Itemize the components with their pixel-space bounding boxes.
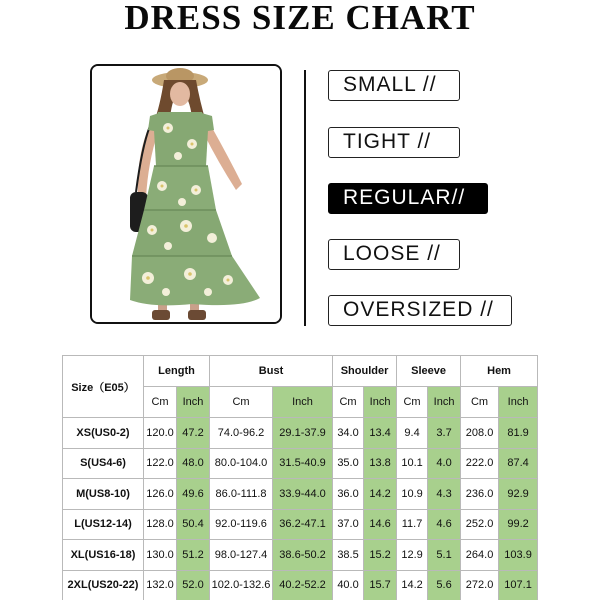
fit-option-loose[interactable]: LOOSE // xyxy=(328,239,460,270)
inch-value: 52.0 xyxy=(177,570,210,600)
vertical-divider xyxy=(304,70,306,326)
cm-value: 34.0 xyxy=(333,418,364,449)
cm-value: 128.0 xyxy=(144,509,177,540)
unit-inch: Inch xyxy=(177,387,210,418)
table-header-row xyxy=(63,356,538,387)
inch-value: 92.9 xyxy=(499,479,538,510)
fit-option-regular[interactable]: REGULAR// xyxy=(328,183,488,214)
bust-header: Bust xyxy=(210,356,333,387)
inch-value: 50.4 xyxy=(177,509,210,540)
page-title: DRESS SIZE CHART xyxy=(124,0,476,37)
table-row xyxy=(63,479,538,510)
cm-value: 10.9 xyxy=(397,479,428,510)
inch-value: 15.7 xyxy=(364,570,397,600)
table-row xyxy=(63,448,538,479)
shoulder-header: Shoulder xyxy=(333,356,397,387)
cm-value: 38.5 xyxy=(333,540,364,571)
cm-value: 80.0-104.0 xyxy=(210,448,273,479)
cm-value: 130.0 xyxy=(144,540,177,571)
cm-value: 10.1 xyxy=(397,448,428,479)
fit-option-oversized[interactable]: OVERSIZED // xyxy=(328,295,512,326)
size-label: XS(US0-2) xyxy=(63,418,144,449)
inch-value: 51.2 xyxy=(177,540,210,571)
cm-value: 40.0 xyxy=(333,570,364,600)
inch-value: 38.6-50.2 xyxy=(273,540,333,571)
size-table xyxy=(62,355,538,600)
cm-value: 272.0 xyxy=(461,570,499,600)
cm-value: 102.0-132.6 xyxy=(210,570,273,600)
inch-value: 14.2 xyxy=(364,479,397,510)
inch-value: 81.9 xyxy=(499,418,538,449)
inch-value: 48.0 xyxy=(177,448,210,479)
cm-value: 74.0-96.2 xyxy=(210,418,273,449)
inch-value: 99.2 xyxy=(499,509,538,540)
sleeve-header: Sleeve xyxy=(397,356,461,387)
inch-value: 15.2 xyxy=(364,540,397,571)
size-label: L(US12-14) xyxy=(63,509,144,540)
cm-value: 222.0 xyxy=(461,448,499,479)
cm-value: 11.7 xyxy=(397,509,428,540)
hem-header: Hem xyxy=(461,356,538,387)
size-label: 2XL(US20-22) xyxy=(63,570,144,600)
inch-value: 4.6 xyxy=(428,509,461,540)
length-header: Length xyxy=(144,356,210,387)
inch-value: 3.7 xyxy=(428,418,461,449)
dress-photo xyxy=(90,64,282,324)
inch-value: 49.6 xyxy=(177,479,210,510)
inch-value: 4.0 xyxy=(428,448,461,479)
size-label: XL(US16-18) xyxy=(63,540,144,571)
cm-value: 122.0 xyxy=(144,448,177,479)
unit-cm: Cm xyxy=(144,387,177,418)
cm-value: 86.0-111.8 xyxy=(210,479,273,510)
cm-value: 132.0 xyxy=(144,570,177,600)
inch-value: 4.3 xyxy=(428,479,461,510)
inch-value: 33.9-44.0 xyxy=(273,479,333,510)
table-row xyxy=(63,418,538,449)
fit-option-small[interactable]: SMALL // xyxy=(328,70,460,101)
unit-cm: Cm xyxy=(397,387,428,418)
table-row xyxy=(63,509,538,540)
size-label: S(US4-6) xyxy=(63,448,144,479)
cm-value: 37.0 xyxy=(333,509,364,540)
cm-value: 12.9 xyxy=(397,540,428,571)
inch-value: 87.4 xyxy=(499,448,538,479)
inch-value: 47.2 xyxy=(177,418,210,449)
cm-value: 208.0 xyxy=(461,418,499,449)
inch-value: 13.4 xyxy=(364,418,397,449)
cm-value: 35.0 xyxy=(333,448,364,479)
unit-inch: Inch xyxy=(273,387,333,418)
inch-value: 29.1-37.9 xyxy=(273,418,333,449)
table-row xyxy=(63,570,538,600)
table-row xyxy=(63,540,538,571)
inch-value: 13.8 xyxy=(364,448,397,479)
fit-option-tight[interactable]: TIGHT // xyxy=(328,127,460,158)
inch-value: 14.6 xyxy=(364,509,397,540)
cm-value: 9.4 xyxy=(397,418,428,449)
unit-cm: Cm xyxy=(461,387,499,418)
cm-value: 14.2 xyxy=(397,570,428,600)
dress-illustration xyxy=(92,66,280,322)
cm-value: 252.0 xyxy=(461,509,499,540)
cm-value: 36.0 xyxy=(333,479,364,510)
inch-value: 107.1 xyxy=(499,570,538,600)
inch-value: 5.1 xyxy=(428,540,461,571)
size-rows xyxy=(63,418,538,600)
size-label: M(US8-10) xyxy=(63,479,144,510)
inch-value: 103.9 xyxy=(499,540,538,571)
inch-value: 5.6 xyxy=(428,570,461,600)
cm-value: 120.0 xyxy=(144,418,177,449)
unit-inch: Inch xyxy=(428,387,461,418)
cm-value: 92.0-119.6 xyxy=(210,509,273,540)
unit-cm: Cm xyxy=(333,387,364,418)
unit-inch: Inch xyxy=(364,387,397,418)
cm-value: 264.0 xyxy=(461,540,499,571)
cm-value: 98.0-127.4 xyxy=(210,540,273,571)
inch-value: 40.2-52.2 xyxy=(273,570,333,600)
unit-cm: Cm xyxy=(210,387,273,418)
cm-value: 236.0 xyxy=(461,479,499,510)
unit-inch: Inch xyxy=(499,387,538,418)
size-column-header: Size（E05） xyxy=(63,356,144,418)
inch-value: 36.2-47.1 xyxy=(273,509,333,540)
inch-value: 31.5-40.9 xyxy=(273,448,333,479)
cm-value: 126.0 xyxy=(144,479,177,510)
